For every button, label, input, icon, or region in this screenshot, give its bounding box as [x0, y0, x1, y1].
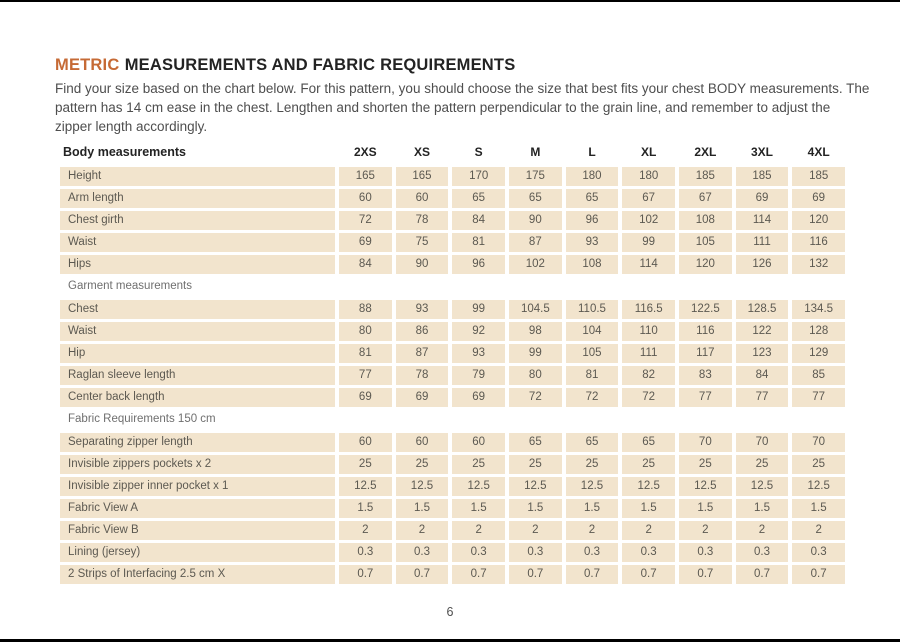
row-label: Invisible zippers pockets x 2 — [60, 455, 335, 474]
cell-value: 12.5 — [622, 477, 675, 496]
cell-value: 1.5 — [679, 499, 732, 518]
cell-value: 69 — [339, 388, 392, 407]
cell-value: 12.5 — [792, 477, 845, 496]
page-title-accent: METRIC — [55, 56, 120, 74]
cell-value: 170 — [452, 167, 505, 186]
cell-value: 2 — [622, 521, 675, 540]
cell-value: 1.5 — [339, 499, 392, 518]
cell-value: 60 — [339, 433, 392, 452]
table-row — [60, 433, 845, 452]
cell-value: 25 — [792, 455, 845, 474]
cell-value: 132 — [792, 255, 845, 274]
table-row — [60, 388, 845, 407]
cell-value: 25 — [396, 455, 449, 474]
cell-value: 93 — [396, 300, 449, 319]
row-label: Chest girth — [60, 211, 335, 230]
table-row — [60, 300, 845, 319]
cell-value: 2 — [566, 521, 619, 540]
cell-value: 0.7 — [792, 565, 845, 584]
cell-value: 2 — [792, 521, 845, 540]
page-content — [55, 55, 870, 587]
cell-value: 78 — [396, 366, 449, 385]
cell-value: 1.5 — [736, 499, 789, 518]
size-column-header: M — [530, 145, 541, 159]
cell-value: 1.5 — [452, 499, 505, 518]
table-row — [60, 565, 845, 584]
cell-value: 110 — [622, 322, 675, 341]
cell-value: 122 — [736, 322, 789, 341]
cell-value: 185 — [792, 167, 845, 186]
cell-value: 116.5 — [622, 300, 675, 319]
table-row — [60, 543, 845, 562]
cell-value: 90 — [396, 255, 449, 274]
cell-value: 104 — [566, 322, 619, 341]
row-label: Hips — [60, 255, 335, 274]
cell-value: 82 — [622, 366, 675, 385]
cell-value: 77 — [736, 388, 789, 407]
cell-value: 98 — [509, 322, 562, 341]
cell-value: 116 — [679, 322, 732, 341]
cell-value: 175 — [509, 167, 562, 186]
cell-value: 70 — [736, 433, 789, 452]
cell-value: 0.3 — [396, 543, 449, 562]
table-row — [60, 322, 845, 341]
size-column-header: S — [474, 145, 483, 159]
cell-value: 81 — [452, 233, 505, 252]
cell-value: 1.5 — [509, 499, 562, 518]
cell-value: 165 — [396, 167, 449, 186]
cell-value: 185 — [679, 167, 732, 186]
cell-value: 1.5 — [622, 499, 675, 518]
cell-value: 84 — [339, 255, 392, 274]
cell-value: 2 — [452, 521, 505, 540]
cell-value: 1.5 — [566, 499, 619, 518]
cell-value: 72 — [509, 388, 562, 407]
cell-value: 65 — [566, 433, 619, 452]
cell-value: 105 — [566, 344, 619, 363]
size-column-header: 2XS — [353, 145, 377, 159]
cell-value: 12.5 — [452, 477, 505, 496]
table-row — [60, 344, 845, 363]
cell-value: 65 — [622, 433, 675, 452]
size-column-header: 3XL — [750, 145, 773, 159]
cell-value: 110.5 — [566, 300, 619, 319]
page-title-rest: MEASUREMENTS AND FABRIC REQUIREMENTS — [124, 56, 516, 74]
cell-value: 67 — [622, 189, 675, 208]
cell-value: 0.7 — [509, 565, 562, 584]
cell-value: 111 — [622, 344, 675, 363]
cell-value: 117 — [679, 344, 732, 363]
cell-value: 12.5 — [339, 477, 392, 496]
cell-value: 180 — [622, 167, 675, 186]
cell-value: 67 — [679, 189, 732, 208]
cell-value: 88 — [339, 300, 392, 319]
cell-value: 12.5 — [736, 477, 789, 496]
cell-value: 2 — [396, 521, 449, 540]
cell-value: 60 — [452, 433, 505, 452]
cell-value: 12.5 — [566, 477, 619, 496]
cell-value: 96 — [452, 255, 505, 274]
row-label: 2 Strips of Interfacing 2.5 cm X — [60, 565, 335, 584]
cell-value: 69 — [792, 189, 845, 208]
table-row — [60, 167, 845, 186]
cell-value: 99 — [452, 300, 505, 319]
cell-value: 90 — [509, 211, 562, 230]
cell-value: 0.7 — [339, 565, 392, 584]
cell-value: 108 — [566, 255, 619, 274]
row-label: Arm length — [60, 189, 335, 208]
cell-value: 69 — [736, 189, 789, 208]
cell-value: 85 — [792, 366, 845, 385]
cell-value: 0.3 — [566, 543, 619, 562]
page-number: 6 — [446, 605, 454, 619]
cell-value: 60 — [396, 189, 449, 208]
cell-value: 81 — [339, 344, 392, 363]
cell-value: 129 — [792, 344, 845, 363]
cell-value: 120 — [679, 255, 732, 274]
cell-value: 0.3 — [622, 543, 675, 562]
cell-value: 69 — [339, 233, 392, 252]
cell-value: 0.3 — [792, 543, 845, 562]
cell-value: 69 — [396, 388, 449, 407]
table-row — [60, 233, 845, 252]
cell-value: 12.5 — [679, 477, 732, 496]
cell-value: 1.5 — [792, 499, 845, 518]
cell-value: 0.3 — [679, 543, 732, 562]
cell-value: 60 — [396, 433, 449, 452]
cell-value: 114 — [622, 255, 675, 274]
table-row — [60, 255, 845, 274]
row-label: Raglan sleeve length — [60, 366, 335, 385]
cell-value: 87 — [396, 344, 449, 363]
cell-value: 128.5 — [736, 300, 789, 319]
page-top-edge — [0, 0, 900, 2]
cell-value: 123 — [736, 344, 789, 363]
row-label: Fabric View B — [60, 521, 335, 540]
cell-value: 0.3 — [509, 543, 562, 562]
cell-value: 65 — [509, 189, 562, 208]
cell-value: 99 — [622, 233, 675, 252]
cell-value: 102 — [509, 255, 562, 274]
row-label: Waist — [60, 322, 335, 341]
cell-value: 102 — [622, 211, 675, 230]
page-title — [55, 55, 870, 75]
table-row — [60, 189, 845, 208]
size-column-header: 2XL — [694, 145, 717, 159]
cell-value: 25 — [679, 455, 732, 474]
cell-value: 0.7 — [679, 565, 732, 584]
cell-value: 105 — [679, 233, 732, 252]
cell-value: 65 — [566, 189, 619, 208]
cell-value: 84 — [452, 211, 505, 230]
cell-value: 25 — [736, 455, 789, 474]
cell-value: 96 — [566, 211, 619, 230]
cell-value: 99 — [509, 344, 562, 363]
size-column-header: L — [588, 145, 596, 159]
cell-value: 0.7 — [736, 565, 789, 584]
cell-value: 134.5 — [792, 300, 845, 319]
table-row — [60, 455, 845, 474]
cell-value: 70 — [679, 433, 732, 452]
cell-value: 93 — [452, 344, 505, 363]
row-label: Hip — [60, 344, 335, 363]
section-heading: Fabric Requirements 150 cm — [60, 410, 845, 429]
size-column-header: XL — [640, 145, 657, 159]
cell-value: 77 — [339, 366, 392, 385]
table-row — [60, 477, 845, 496]
intro-paragraph: Find your size based on the chart below. For this pattern, you should choose the size that best fits your chest BODY measurements. The pattern has 14 cm ease in the chest. Lengthen and shorten the pattern perpendicular to the grain line, and remember to adjust the zipper length accordingly. — [55, 81, 870, 134]
cell-value: 165 — [339, 167, 392, 186]
cell-value: 75 — [396, 233, 449, 252]
table-row — [60, 366, 845, 385]
cell-value: 83 — [679, 366, 732, 385]
cell-value: 72 — [566, 388, 619, 407]
cell-value: 25 — [452, 455, 505, 474]
cell-value: 69 — [452, 388, 505, 407]
cell-value: 87 — [509, 233, 562, 252]
cell-value: 65 — [452, 189, 505, 208]
cell-value: 126 — [736, 255, 789, 274]
section-heading: Garment measurements — [60, 277, 845, 296]
cell-value: 72 — [622, 388, 675, 407]
cell-value: 77 — [679, 388, 732, 407]
cell-value: 70 — [792, 433, 845, 452]
cell-value: 65 — [509, 433, 562, 452]
cell-value: 185 — [736, 167, 789, 186]
row-label: Height — [60, 167, 335, 186]
cell-value: 104.5 — [509, 300, 562, 319]
row-label: Center back length — [60, 388, 335, 407]
cell-value: 25 — [566, 455, 619, 474]
cell-value: 81 — [566, 366, 619, 385]
row-label: Chest — [60, 300, 335, 319]
cell-value: 79 — [452, 366, 505, 385]
cell-value: 128 — [792, 322, 845, 341]
cell-value: 80 — [339, 322, 392, 341]
cell-value: 0.3 — [736, 543, 789, 562]
table-row — [60, 499, 845, 518]
cell-value: 2 — [679, 521, 732, 540]
cell-value: 2 — [736, 521, 789, 540]
row-label: Fabric View A — [60, 499, 335, 518]
cell-value: 25 — [339, 455, 392, 474]
size-column-header: XS — [413, 145, 430, 159]
row-label: Lining (jersey) — [60, 543, 335, 562]
cell-value: 122.5 — [679, 300, 732, 319]
cell-value: 25 — [622, 455, 675, 474]
cell-value: 0.3 — [339, 543, 392, 562]
cell-value: 25 — [509, 455, 562, 474]
cell-value: 77 — [792, 388, 845, 407]
cell-value: 1.5 — [396, 499, 449, 518]
row-label: Separating zipper length — [60, 433, 335, 452]
cell-value: 78 — [396, 211, 449, 230]
cell-value: 60 — [339, 189, 392, 208]
cell-value: 108 — [679, 211, 732, 230]
cell-value: 2 — [339, 521, 392, 540]
cell-value: 72 — [339, 211, 392, 230]
cell-value: 0.7 — [622, 565, 675, 584]
cell-value: 93 — [566, 233, 619, 252]
row-label: Invisible zipper inner pocket x 1 — [60, 477, 335, 496]
size-table — [60, 142, 845, 584]
cell-value: 0.3 — [452, 543, 505, 562]
cell-value: 84 — [736, 366, 789, 385]
table-row — [60, 521, 845, 540]
cell-value: 0.7 — [566, 565, 619, 584]
table-row — [60, 211, 845, 230]
cell-value: 0.7 — [396, 565, 449, 584]
table-header-label: Body measurements — [63, 145, 186, 159]
table-header-row — [60, 142, 845, 162]
size-column-header: 4XL — [807, 145, 830, 159]
cell-value: 80 — [509, 366, 562, 385]
cell-value: 114 — [736, 211, 789, 230]
cell-value: 120 — [792, 211, 845, 230]
cell-value: 116 — [792, 233, 845, 252]
cell-value: 12.5 — [509, 477, 562, 496]
cell-value: 111 — [736, 233, 789, 252]
cell-value: 92 — [452, 322, 505, 341]
cell-value: 12.5 — [396, 477, 449, 496]
cell-value: 0.7 — [452, 565, 505, 584]
cell-value: 86 — [396, 322, 449, 341]
row-label: Waist — [60, 233, 335, 252]
cell-value: 180 — [566, 167, 619, 186]
cell-value: 2 — [509, 521, 562, 540]
